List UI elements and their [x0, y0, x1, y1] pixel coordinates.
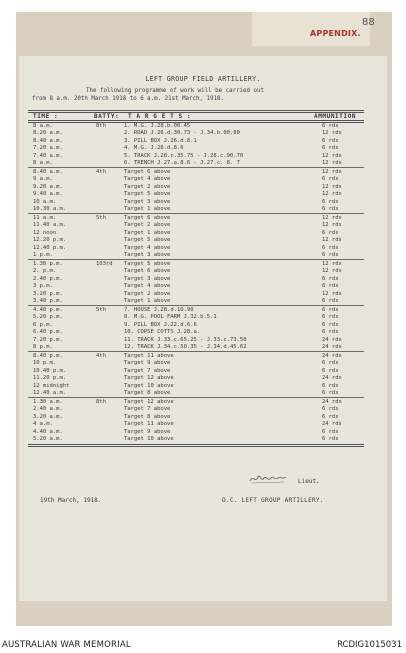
target-cell: 3. PILL BOX J.26.d.8.1: [124, 137, 197, 144]
ammunition-cell: 12 rds: [322, 261, 342, 267]
time-cell: 4.40 a.m.: [33, 428, 63, 435]
target-cell: 2. ROAD J.26.d.30.73 - J.34.b.00.80: [124, 130, 240, 137]
time-cell: 12.40 p.m.: [33, 244, 67, 251]
time-cell: 11.40 a.m.: [33, 222, 67, 229]
time-cell: 12.20 p.m.: [33, 237, 67, 244]
target-cell: Target 9 above: [124, 428, 171, 435]
footer-date: 19th March, 1918.: [40, 497, 102, 504]
battery-cell: 4th: [96, 353, 106, 359]
time-cell: 5.20 p.m.: [33, 314, 63, 321]
target-cell: Target 2 above: [124, 183, 171, 190]
schedule-row: [0, 414, 406, 421]
ammunition-cell: 6 rds: [322, 176, 339, 183]
target-cell: Target 8 above: [124, 413, 171, 420]
time-cell: 8 a.m.: [33, 123, 53, 129]
schedule-row: [0, 298, 406, 305]
schedule-row: [0, 399, 406, 406]
target-cell: 11. TRACK J.33.c.65.25 - J.33.c.73.50: [124, 336, 247, 343]
schedule-row: [0, 206, 406, 213]
target-cell: Target 3 above: [124, 252, 171, 258]
ammunition-cell: 6 rds: [322, 307, 339, 313]
schedule-row: [0, 123, 406, 130]
ammunition-cell: 6 rds: [322, 206, 339, 212]
target-cell: 4. M.G. J.26.d.8.6: [124, 145, 184, 152]
time-cell: 10 p.m.: [33, 360, 57, 367]
schedule-row: [0, 421, 406, 428]
time-cell: 4 a.m.: [33, 421, 53, 428]
ammunition-cell: 6 rds: [322, 428, 339, 435]
schedule-row: [0, 145, 406, 152]
schedule-row: [0, 199, 406, 206]
battery-cell: 5th: [96, 215, 106, 221]
intro-line-2: from 8 a.m. 20th March 1918 to 6 a.m. 21st March, 1918.: [32, 96, 224, 102]
ammunition-cell: 6 rds: [322, 244, 339, 251]
ammunition-cell: 24 rds: [322, 344, 342, 350]
time-cell: 3.20 p.m.: [33, 290, 63, 297]
schedule-row: [0, 375, 406, 382]
target-cell: Target 6 above: [124, 215, 171, 221]
battery-cell: 5th: [96, 307, 106, 313]
ammunition-cell: 12 rds: [322, 160, 342, 166]
time-cell: 5.20 a.m.: [33, 436, 63, 442]
target-cell: Target 11 above: [124, 353, 174, 359]
target-cell: Target 7 above: [124, 406, 171, 413]
ammunition-cell: 12 rds: [322, 268, 342, 275]
target-cell: 6. TRENCH J.27.a.8.6 - J.27.c. 8. 7: [124, 160, 240, 166]
document-title: LEFT GROUP FIELD ARTILLERY.: [145, 75, 261, 83]
time-cell: 11 a.m.: [33, 215, 57, 221]
ammunition-cell: 24 rds: [322, 336, 342, 343]
battery-cell: 8th: [96, 399, 106, 405]
ammunition-cell: 6 rds: [322, 413, 339, 420]
ammunition-cell: 6 rds: [322, 390, 339, 396]
ammunition-cell: 24 rds: [322, 421, 342, 428]
target-cell: Target 10 above: [124, 436, 174, 442]
schedule-row: [0, 429, 406, 436]
schedule-row: [0, 215, 406, 222]
schedule-row: [0, 353, 406, 360]
time-cell: 8 p.m.: [33, 344, 53, 350]
ammunition-cell: 6 rds: [322, 406, 339, 413]
ammunition-cell: 6 rds: [322, 382, 339, 389]
schedule-row: [0, 291, 406, 298]
ammunition-cell: 6 rds: [322, 145, 339, 152]
time-cell: 11.20 p.m.: [33, 375, 67, 382]
time-cell: 7.20 p.m.: [33, 336, 63, 343]
target-cell: Target 8 above: [124, 390, 171, 396]
time-cell: 3.40 p.m.: [33, 298, 63, 304]
time-cell: 3.20 a.m.: [33, 413, 63, 420]
ammunition-cell: 6 rds: [322, 321, 339, 328]
target-cell: Target 12 above: [124, 375, 174, 382]
ammunition-cell: 6 rds: [322, 436, 339, 442]
time-cell: 4.40 p.m.: [33, 307, 63, 313]
time-cell: 1.30 a.m.: [33, 399, 63, 405]
target-cell: Target 3 above: [124, 198, 171, 205]
ammunition-cell: 24 rds: [322, 353, 342, 359]
catalogue-id: RCDIG1015031: [337, 640, 402, 650]
target-cell: Target 6 above: [124, 268, 171, 275]
ammunition-cell: 12 rds: [322, 191, 342, 198]
time-cell: 8.20 a.m.: [33, 130, 63, 137]
target-cell: 1. M.G. J.28.b.00.45: [124, 123, 191, 129]
target-cell: Target 5 above: [124, 261, 171, 267]
target-cell: Target 2 above: [124, 290, 171, 297]
time-cell: 8.40 p.m.: [33, 353, 63, 359]
schedule-row: [0, 329, 406, 336]
schedule-row: [0, 390, 406, 397]
schedule-row: [0, 344, 406, 351]
signature-rank: Lieut.: [298, 478, 320, 485]
target-cell: Target 5 above: [124, 191, 171, 198]
target-cell: 12. TRACK J.34.c.50.35 - J.34.d.45.62: [124, 344, 247, 350]
ammunition-cell: 12 rds: [322, 169, 342, 175]
schedule-row: [0, 360, 406, 367]
time-cell: 10 a.m.: [33, 198, 57, 205]
target-cell: 7. HOUSE J.28.d.10.90: [124, 307, 194, 313]
ammunition-cell: 6 rds: [322, 137, 339, 144]
schedule-row: [0, 261, 406, 268]
target-cell: 8. M.G. POOL FARM J.32.b.5.1: [124, 314, 217, 321]
schedule-row: [0, 138, 406, 145]
target-cell: 5. TRACK J.28.c.35.75 - J.28.c.90.70: [124, 152, 244, 159]
target-cell: 10. COPSE COTTS J.28.a.: [124, 329, 201, 336]
target-cell: Target 6 above: [124, 169, 171, 175]
time-cell: 6.40 p.m.: [33, 329, 63, 336]
target-cell: Target 2 above: [124, 222, 171, 229]
time-cell: 1 p.m.: [33, 252, 53, 258]
appendix-stamp: APPENDIX.: [310, 29, 361, 38]
column-header-targets: T A R G E T S :: [128, 113, 192, 120]
institution-credit: AUSTRALIAN WAR MEMORIAL: [2, 640, 131, 650]
battery-cell: 8th: [96, 123, 106, 129]
time-cell: 8 a.m.: [33, 160, 53, 166]
schedule-row: [0, 252, 406, 259]
target-cell: Target 10 above: [124, 382, 174, 389]
ammunition-cell: 12 rds: [322, 183, 342, 190]
time-cell: 9 a.m.: [33, 176, 53, 183]
schedule-row: [0, 314, 406, 321]
ammunition-cell: 12 rds: [322, 290, 342, 297]
target-cell: Target 12 above: [124, 399, 174, 405]
time-cell: 12.40 a.m.: [33, 390, 67, 396]
time-cell: 10.30 a.m.: [33, 206, 67, 212]
schedule-row: [0, 169, 406, 176]
target-cell: Target 1 above: [124, 298, 171, 304]
target-cell: Target 11 above: [124, 421, 174, 428]
schedule-row: [0, 436, 406, 443]
schedule-row: [0, 184, 406, 191]
time-cell: 9.40 a.m.: [33, 191, 63, 198]
time-cell: 1.30 p.m.: [33, 261, 63, 267]
schedule-row: [0, 283, 406, 290]
target-cell: Target 3 above: [124, 275, 171, 282]
ammunition-cell: 6 rds: [322, 275, 339, 282]
schedule-row: [0, 153, 406, 160]
time-cell: 6 p.m.: [33, 321, 53, 328]
battery-cell: 4th: [96, 169, 106, 175]
footer-command: O.C. LEFT GROUP ARTILLERY.: [222, 497, 324, 504]
time-cell: 9.20 a.m.: [33, 183, 63, 190]
table-end-rule: [28, 444, 364, 447]
column-header-time: TIME :: [33, 113, 59, 120]
time-cell: 2.40 a.m.: [33, 406, 63, 413]
column-header-ammunition: AMMUNITION: [314, 113, 357, 120]
column-header-batty: BATTY:: [94, 113, 120, 120]
ammunition-cell: 6 rds: [322, 283, 339, 290]
schedule-row: [0, 237, 406, 244]
target-cell: Target 5 above: [124, 237, 171, 244]
schedule-row: [0, 230, 406, 237]
ammunition-cell: 6 rds: [322, 229, 339, 236]
schedule-row: [0, 222, 406, 229]
handwritten-signature: [248, 472, 288, 486]
time-cell: 7.40 a.m.: [33, 152, 63, 159]
ammunition-cell: 24 rds: [322, 399, 342, 405]
ammunition-cell: 6 rds: [322, 298, 339, 304]
schedule-row: [0, 406, 406, 413]
ammunition-cell: 6 rds: [322, 123, 339, 129]
target-cell: Target 1 above: [124, 206, 171, 212]
time-cell: 3 p.m.: [33, 283, 53, 290]
intro-line-1: The following programme of work will be carried out: [86, 88, 264, 94]
target-cell: 9. PILL BOX J.22.d.6.6: [124, 321, 197, 328]
schedule-row: [0, 176, 406, 183]
time-cell: 12 midnight: [33, 382, 70, 389]
target-cell: Target 4 above: [124, 283, 171, 290]
ammunition-cell: 6 rds: [322, 314, 339, 321]
schedule-row: [0, 130, 406, 137]
ammunition-cell: 6 rds: [322, 367, 339, 374]
schedule-row: [0, 307, 406, 314]
time-cell: 7.20 a.m.: [33, 145, 63, 152]
schedule-row: [0, 383, 406, 390]
target-cell: Target 9 above: [124, 360, 171, 367]
ammunition-cell: 12 rds: [322, 152, 342, 159]
schedule-row: [0, 160, 406, 167]
time-cell: 2. p.m.: [33, 268, 57, 275]
target-cell: Target 7 above: [124, 367, 171, 374]
schedule-row: [0, 191, 406, 198]
time-cell: 8.40 a.m.: [33, 169, 63, 175]
time-cell: 12 noon: [33, 229, 57, 236]
schedule-row: [0, 322, 406, 329]
ammunition-cell: 24 rds: [322, 375, 342, 382]
time-cell: 8.40 a.m.: [33, 137, 63, 144]
ammunition-cell: 12 rds: [322, 222, 342, 229]
time-cell: 10.40 p.m.: [33, 367, 67, 374]
schedule-row: [0, 268, 406, 275]
ammunition-cell: 6 rds: [322, 360, 339, 367]
schedule-row: [0, 245, 406, 252]
page-number: 88: [362, 17, 375, 28]
target-cell: Target 1 above: [124, 229, 171, 236]
ammunition-cell: 6 rds: [322, 198, 339, 205]
ammunition-cell: 6 rds: [322, 329, 339, 336]
ammunition-cell: 12 rds: [322, 130, 342, 137]
schedule-row: [0, 276, 406, 283]
target-cell: Target 4 above: [124, 244, 171, 251]
ammunition-cell: 6 rds: [322, 252, 339, 258]
battery-cell: 103rd: [96, 261, 113, 267]
time-cell: 2.40 p.m.: [33, 275, 63, 282]
schedule-row: [0, 337, 406, 344]
schedule-row: [0, 368, 406, 375]
ammunition-cell: 12 rds: [322, 215, 342, 221]
target-cell: Target 4 above: [124, 176, 171, 183]
ammunition-cell: 12 rds: [322, 237, 342, 244]
